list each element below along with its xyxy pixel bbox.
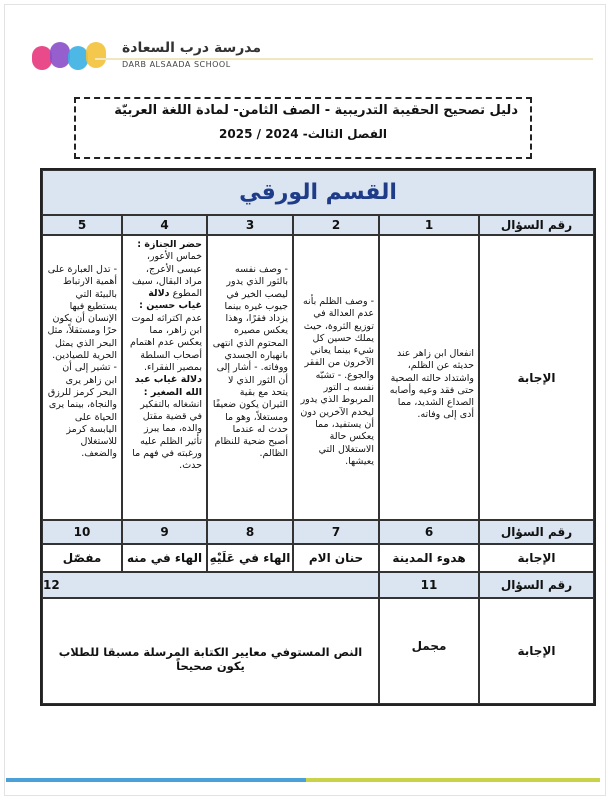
- page-title: دليل تصحيح الحقيبة التدريبية - الصف الثامن- لمادة اللغة العربيّة: [114, 103, 518, 118]
- question-number: 12: [42, 572, 379, 598]
- answer-4-heading-1: حضر الجنازة :: [137, 239, 202, 250]
- answer-label: الإجابة: [479, 544, 594, 572]
- answer-table: [40, 168, 596, 706]
- question-number-label: رقم السؤال: [479, 215, 594, 235]
- logo-name-en: DARB ALSAADA SCHOOL: [122, 60, 231, 69]
- question-number: 11: [379, 572, 479, 598]
- answer-2: - وصف الظلم بأنه عدم العدالة في توزيع الثروة، حيث يملك حسين كل شيء بينما يعاني الآخرون من الفقر والجوع. - تشبّه نفسه بـ التور المربوط الذي يدور ليخدم الآخرين دون أن يستفيد، مما يعكس حالة الاستغلال التي يعيشها.: [293, 235, 379, 520]
- answer-4: [122, 235, 207, 520]
- page-subtitle: الفصل الثالث- 2024 / 2025: [219, 127, 387, 141]
- question-number: 3: [207, 215, 293, 235]
- answer-4-text-1: خماس الأعور، عيسى الأعرج، مراد البقال، سيف المطوع: [132, 251, 202, 300]
- answer-9: الهاء في منه: [122, 544, 207, 572]
- question-number: 9: [122, 520, 207, 544]
- question-number: 10: [42, 520, 122, 544]
- answer-4-heading-3: دلالة غياب عبد الله الصغير :: [134, 374, 202, 398]
- title-box: [74, 97, 532, 159]
- question-number: 2: [293, 215, 379, 235]
- question-number-label: رقم السؤال: [479, 572, 594, 598]
- answer-10: مفصّل: [42, 544, 122, 572]
- question-number-label: رقم السؤال: [479, 520, 594, 544]
- answer-4-heading-2: دلالة غياب حسين :: [139, 288, 202, 312]
- question-number: 1: [379, 215, 479, 235]
- answer-label: الإجابة: [479, 598, 594, 704]
- answer-3: - وصف نفسه بالثور الذي يدور ليصب الخير في جيوب غيره بينما يزداد فقرًا، وهذا يعكس مصيره المحتوم الذي انتهى بانهياره الجسدي ووفاته. - أشار إلى أن الثور الذي لا يتحد مع بقية الثيران يكون ضعيفًا ومستغلاً، وهو ما حدث له عندما أصبح ضحية للنظام الظالم.: [207, 235, 293, 520]
- answer-1: انفعال ابن زاهر عند حديثه عن الظلم، واشتداد حالته الصحية حتى فقد وعيه وأصابه الصداع الشديد، مما أدى إلى وفاته.: [379, 235, 479, 520]
- footer-bar-green: [306, 778, 600, 782]
- answer-11: مجمل: [379, 598, 479, 704]
- question-number: 6: [379, 520, 479, 544]
- answer-6: هدوء المدينة: [379, 544, 479, 572]
- logo-name-ar: مدرسة درب السعادة: [122, 40, 262, 56]
- section-title: القسم الورقي: [42, 170, 594, 215]
- answer-5: - تدل العبارة على أهمية الارتباط بالبيئة التي يستطيع فيها الإنسان أن يكون حرًا ومستقلاً، مثل البحر الذي يمثل الحرية للصيادين. - تشير إلى أن ابن زاهر يرى البحر كرمز للرزق والنجاة، بينما يرى الحياة على اليابسة كرمز للاستغلال والضعف.: [42, 235, 122, 520]
- answer-7: حنان الام: [293, 544, 379, 572]
- question-number: 4: [122, 215, 207, 235]
- answer-4-text-2: عدم اكتراثه لموت ابن زاهر، مما يعكس عدم اهتمام أصحاب السلطة بمصير الفقراء.: [130, 312, 202, 373]
- answer-label: الإجابة: [479, 235, 594, 520]
- question-number: 7: [293, 520, 379, 544]
- answer-12: النص المستوفي معايير الكتابة المرسلة مسبقا للطلاب يكون صحيحاً: [42, 598, 379, 704]
- answer-4-text-3: انشغاله بالتفكير في قضية مقتل والده، مما يبرز تأثير الظلم عليه ورغبته في فهم ما حدث.: [132, 398, 202, 472]
- answer-8: الهاء في عَلَيْهِ: [207, 544, 293, 572]
- header-line: [95, 58, 593, 60]
- question-number: 8: [207, 520, 293, 544]
- question-number: 5: [42, 215, 122, 235]
- footer-bar-blue: [6, 778, 306, 782]
